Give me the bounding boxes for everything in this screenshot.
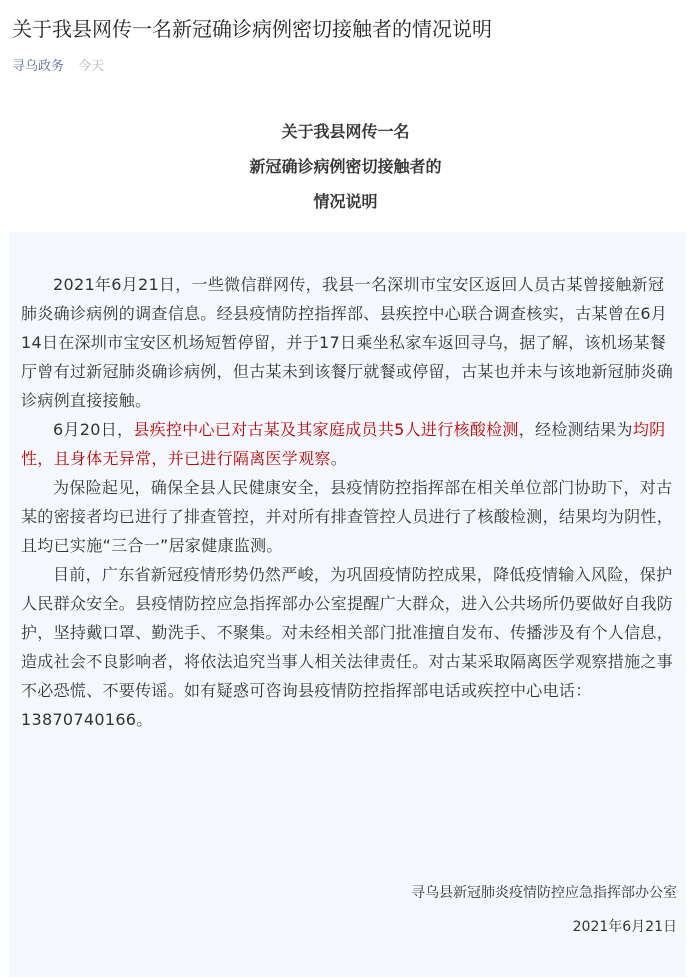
paragraph-2-date: 6月20日， bbox=[53, 420, 134, 439]
heading-line-2: 新冠确诊病例密切接触者的 bbox=[249, 157, 442, 176]
paragraph-2-middle: ，经检测结果为 bbox=[518, 420, 633, 439]
signature-org: 寻乌县新冠肺炎疫情防控应急指挥部办公室 bbox=[411, 885, 677, 901]
paragraph-3: 为保险起见，确保全县人民健康安全，县疫情防控指挥部在相关单位部门协助下，对古某的密接者均已进行了排查管控，并对所有排查管控人员进行了核酸检测，结果均为阴性，且均已实施“三合一”居家健康监测。 bbox=[21, 478, 674, 555]
paragraph-2 bbox=[21, 415, 679, 473]
highlight-testing: 县疾控中心已对古某及其家庭成员共5人进行核酸检测 bbox=[133, 420, 519, 439]
article-body bbox=[21, 270, 679, 734]
publish-date: 今天 bbox=[78, 59, 105, 74]
paragraph-2-end: 。 bbox=[330, 449, 348, 468]
paragraph-1: 2021年6月21日，一些微信群网传，我县一名深圳市宝安区返回人员古某曾接触新冠肺炎确诊病例的调查信息。经县疫情防控指挥部、县疾控中心联合调查核实，古某曾在6月14日在深圳市宝安区机场短暂停留，并于17日乘坐私家车返回寻乌，据了解，该机场某餐厅曾有过新冠肺炎确诊病例，但古某未到该餐厅就餐或停留，古某也并未与该地新冠肺炎确诊病例直接接触。 bbox=[21, 275, 674, 410]
paragraph-4: 目前，广东省新冠疫情形势仍然严峻，为巩固疫情防控成果，降低疫情输入风险，保护人民群众安全。县疫情防控应急指挥部办公室提醒广大群众，进入公共场所仍要做好自我防护，坚持戴口罩、勤洗手、不聚集。对未经相关部门批准擅自发布、传播涉及有个人信息，造成社会不良影响者，将依法追究当事人相关法律责任。对古某采取隔离医学观察措施之事不必恐慌、不要传谣。如有疑惑可咨询县疫情防控指挥部电话或疾控中心电话：13870740166。 bbox=[21, 565, 674, 729]
signature-date: 2021年6月21日 bbox=[572, 919, 677, 935]
document-heading bbox=[0, 114, 691, 219]
article-meta bbox=[12, 57, 104, 77]
highlight-result: 均阴性，且身体无异常，并已进行隔离医学观察 bbox=[21, 420, 666, 468]
heading-line-3: 情况说明 bbox=[313, 192, 378, 211]
article-title: 关于我县网传一名新冠确诊病例密切接触者的情况说明 bbox=[12, 17, 492, 41]
signature-block bbox=[411, 876, 677, 944]
account-name-link[interactable]: 寻乌政务 bbox=[12, 59, 65, 74]
heading-line-1: 关于我县网传一名 bbox=[281, 122, 410, 141]
